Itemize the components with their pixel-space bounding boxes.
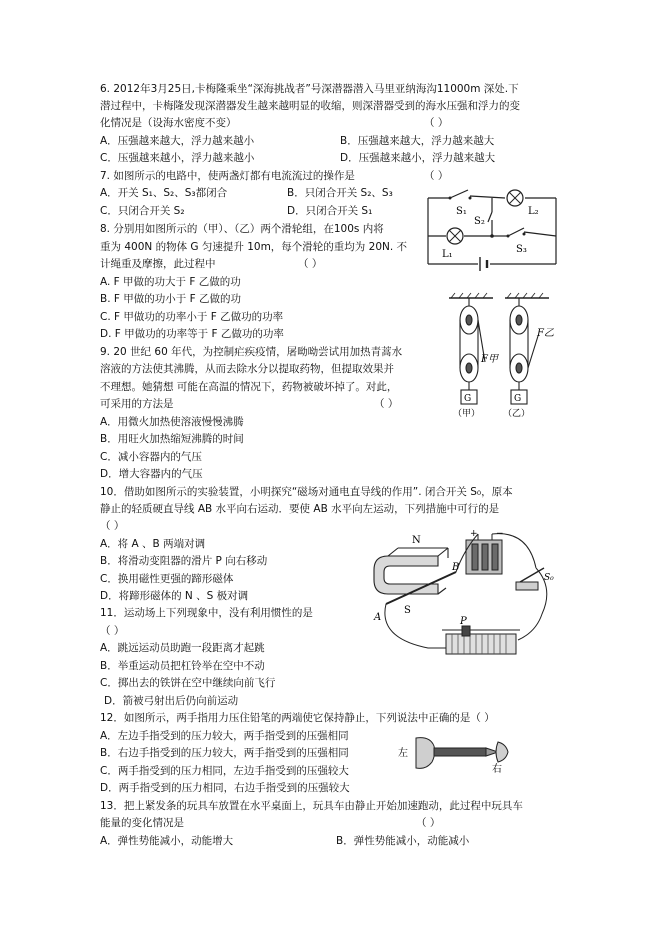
lamp-l2-symbol [507, 190, 523, 206]
q10-option-d: D．将蹄形磁体的 N 、S 极对调 [100, 590, 249, 602]
label-jia: （甲） [453, 409, 481, 418]
q8-stem-line2: 重为 400N 的物体 G 匀速提升 10m，每个滑轮的重均为 20N. 不 [100, 241, 408, 253]
q8-option-a: A. F 甲做的功大于 F 乙做的功 [100, 276, 241, 288]
q7-option-b: B．只闭合开关 S₂、S₃ [287, 187, 393, 199]
label-left: 左 [398, 748, 408, 759]
sliding-rheostat [442, 626, 520, 654]
q10-stem-line2: 静止的轻质硬直导线 AB 水平向右运动．要使 AB 水平向左运动，下列措施中可行的是 [100, 503, 500, 515]
q6-stem-line3: 化情况是（设海水密度不变） [100, 117, 237, 129]
q6-answer-bracket: （ ） [424, 117, 449, 129]
label-f-jia: F甲 [481, 354, 498, 365]
q11-stem: 11．运动场上下列现象中，没有利用惯性的是 [100, 607, 313, 619]
label-right: 右 [492, 764, 502, 775]
pencil-fingers-figure [394, 732, 514, 776]
q12-option-d: D．两手指受到的压力相同，右边手指受到的压强较大 [100, 782, 350, 794]
q13-answer-bracket: （ ） [416, 817, 441, 829]
q10-answer-bracket: （ ） [100, 520, 125, 532]
svg-text:−: − [496, 529, 504, 539]
right-finger [496, 742, 508, 762]
q13-option-b: B．弹性势能减小，动能减小 [336, 835, 470, 847]
q10-option-b: B．将滑动变阻器的滑片 P 向右移动 [100, 555, 268, 567]
label-p: P [460, 616, 467, 627]
label-s3: S₃ [516, 244, 527, 255]
q13-stem-line1: 13．把上紧发条的玩具车放置在水平桌面上，玩具车由静止开始加速跑动，此过程中玩具车 [100, 800, 523, 812]
q11-answer-bracket: （ ） [100, 625, 125, 637]
svg-text:+: + [470, 529, 478, 539]
horseshoe-magnet [374, 548, 448, 594]
label-s0: S₀ [544, 573, 554, 583]
q9-answer-bracket: （ ） [374, 398, 399, 410]
q11-option-d: D．箭被弓射出后仍向前运动 [104, 695, 239, 707]
q9-stem-line4: 可采用的方法是 [100, 398, 174, 410]
q10-stem-line1: 10．借助如图所示的实验装置，小明探究“磁场对通电直导线的作用”. 闭合开关 S₀，原本 [100, 486, 513, 498]
label-n: N [412, 535, 421, 546]
label-b: B [452, 562, 460, 573]
label-yi: （乙） [503, 409, 531, 418]
q12-option-a: A．左边手指受到的压力较大，两手指受到的压强相同 [100, 730, 349, 742]
label-l1: L₁ [442, 249, 453, 260]
q7-option-c: C．只闭合开关 S₂ [100, 205, 185, 217]
pulley-set-yi [510, 298, 538, 404]
q8-option-c: C. F 甲做功的功率小于 F 乙做功的功率 [100, 311, 284, 323]
q9-stem-line2: 溶液的方法使其沸腾，从而去除水分以提取药物，但提取效果并 [100, 363, 394, 375]
label-f-yi: F乙 [537, 328, 554, 339]
q6-stem-line2: 潜过程中，卡梅隆发现深潜器发生越来越明显的收缩，则深潜器受到的海水压强和浮力的变 [100, 100, 520, 112]
q9-option-b: B．用旺火加热缩短沸腾的时间 [100, 433, 244, 445]
lamp-l1-symbol [447, 228, 463, 244]
q8-option-b: B. F 甲做的功小于 F 乙做的功 [100, 293, 241, 305]
pulley-diagram [443, 290, 561, 418]
label-g-jia: G [464, 394, 472, 404]
switch-s0 [516, 568, 544, 590]
q8-option-d: D. F 甲做功的功率等于 F 乙做功的功率 [100, 328, 284, 340]
label-g-yi: G [514, 394, 522, 404]
q11-option-c: C．掷出去的铁饼在空中继续向前飞行 [100, 677, 276, 689]
q6-stem-line1: 6. 2012年3月25日,卡梅隆乘坐“深海挑战者”号深潜器潜入马里亚纳海沟11000m 深处.下 [100, 83, 519, 95]
label-s2: S₂ [474, 216, 485, 227]
pencil [434, 748, 498, 756]
pulley-set-jia [460, 298, 485, 404]
q6-option-a: A．压强越来越大，浮力越来越小 [100, 135, 255, 147]
q8-stem-line1: 8. 分别用如图所示的（甲）、（乙）两个滑轮组，在100s 内将 [100, 223, 384, 235]
q8-answer-bracket: （ ） [298, 258, 323, 270]
q8-stem-line3: 计绳重及摩擦，此过程中 [100, 258, 216, 270]
q7-option-a: A．开关 S₁、S₂、S₃都闭合 [100, 187, 228, 199]
q6-option-b: B．压强越来越大，浮力越来越大 [340, 135, 495, 147]
q10-option-c: C．换用磁性更强的蹄形磁体 [100, 573, 234, 585]
q12-option-b: B．右边手指受到的压力较大，两手指受到的压强相同 [100, 747, 349, 759]
q12-option-c: C．两手指受到的压力相同，左边手指受到的压强较大 [100, 765, 349, 777]
q9-option-d: D．增大容器内的气压 [100, 468, 203, 480]
q7-option-d: D．只闭合开关 S₁ [287, 205, 373, 217]
q9-stem-line3: 不理想。她猜想 可能在高温的情况下，药物被破坏掉了。对此， [100, 381, 398, 393]
q13-option-a: A．弹性势能减小，动能增大 [100, 835, 234, 847]
label-a: A [374, 612, 382, 623]
q10-option-a: A．将 A 、B 两端对调 [100, 538, 206, 550]
q13-stem-line2: 能量的变化情况是 [100, 817, 184, 829]
q7-answer-bracket: （ ） [424, 170, 449, 182]
circuit-diagram [420, 186, 562, 276]
q9-option-c: C．减小容器内的气压 [100, 451, 202, 463]
q6-option-c: C．压强越来越小，浮力越来越小 [100, 152, 255, 164]
label-s1: S₁ [456, 206, 467, 217]
q11-option-a: A．跳远运动员助跑一段距离才起跳 [100, 642, 265, 654]
q9-stem-line1: 9. 20 世纪 60 年代，为控制疟疾疫情，屠呦呦尝试用加热青蒿水 [100, 346, 403, 358]
label-l2: L₂ [528, 206, 539, 217]
q7-stem: 7. 如图所示的电路中，使两盏灯都有电流流过的操作是 [100, 170, 355, 182]
q6-option-d: D．压强越来越小，浮力越来越大 [340, 152, 496, 164]
left-finger [416, 738, 435, 769]
label-s: S [404, 605, 411, 616]
magnetic-force-apparatus [368, 528, 564, 668]
q12-stem: 12．如图所示，两手指用力压住铅笔的两端使它保持静止，下列说法中正确的是（ ） [100, 712, 495, 724]
q9-option-a: A．用微火加热使溶液慢慢沸腾 [100, 416, 244, 428]
battery-pack [466, 534, 502, 574]
battery-symbol [480, 257, 487, 271]
q11-option-b: B．举重运动员把杠铃举在空中不动 [100, 660, 265, 672]
